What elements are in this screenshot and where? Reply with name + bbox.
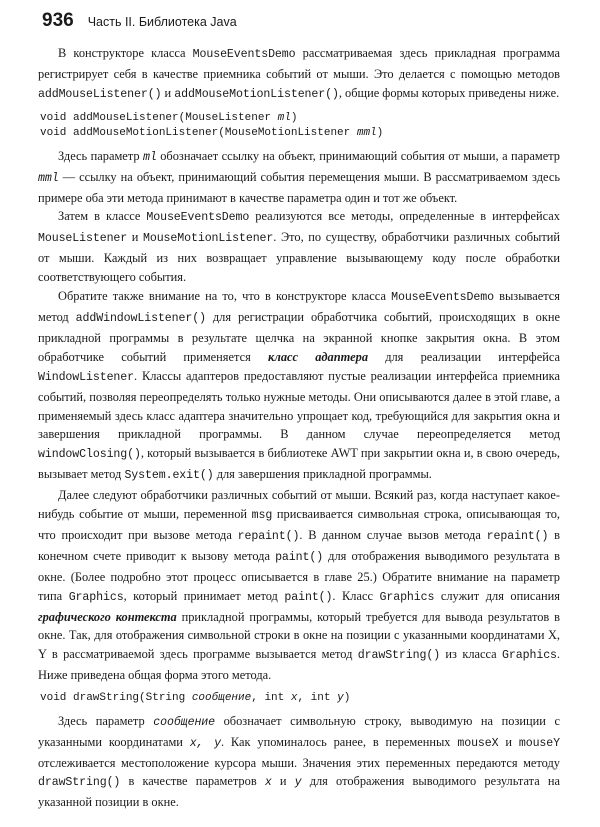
code-line: void addMouseListener(MouseListener ml) [40, 111, 298, 124]
paragraph-6: Здесь параметр сообщение обозначает символьную строку, выводимую на позиции с указанными координатами x, y. Как упоминалось ранее, в переменных mouseX и mouseY отслеживается местоположение курсора мыши. Значения этих переменных передаются методу drawString() в качестве параметров x и y для отображения выводимого результата на указанной позиции в окне. [38, 713, 561, 810]
page-body [38, 44, 560, 812]
code-line: void drawString(String сообщение, int x, int y) [40, 692, 351, 705]
code-line: void addMouseMotionListener(MouseMotionListener mml) [40, 127, 384, 140]
running-head: Часть II. Библиотека Java [87, 15, 237, 29]
code-block-listeners [40, 111, 560, 142]
paragraph-3: Затем в классе MouseEventsDemo реализуются все методы, определенные в интерфейсах MouseListener и MouseMotionListener. Это, по существу, обработчики различных событий от мыши. Каждый из них возвращает управление вызывающему коду после обработки соответствующего события. [38, 209, 560, 285]
page-number: 936 [42, 10, 74, 31]
page-header [42, 10, 237, 32]
paragraph-1: В конструкторе класса MouseEventsDemo рассматриваемая здесь прикладная программа регистрирует себя в качестве приемника событий от мыши. Это делается с помощью методов addMouseListener() и addMouseMotionListener(), общие формы которых приведены ниже. [38, 46, 560, 101]
paragraph-2: Здесь параметр ml обозначает ссылку на объект, принимающий события от мыши, а параметр mml — ссылку на объект, принимающий события перемещения мыши. В рассматриваемом здесь примере оба эти метода принимают в качестве параметра один и тот же объект. [38, 148, 560, 205]
paragraph-4: Обратите также внимание на то, что в конструкторе класса MouseEventsDemo вызывается метод addWindowListener() для регистрации обработчика событий, происходящих в окне прикладной программы в результате щелчка на экранной кнопке закрытия окна. В этом обработчике событий применяется класс адаптера для реализации интерфейса WindowListener. Классы адаптеров предоставляют пустые реализации интерфейса приемника событий, позволяя переопределять только нужные методы. Они описываются далее в этой главе, а применяемый здесь класс адаптера значительно упрощает код, требующийся для закрытия окна и завершения прикладной программы. В данном случае переопределяется метод windowClosing(), который вызывается в библиотеке AWT при закрытии окна и, в свою очередь, вызывает метод System.exit() для завершения прикладной программы. [38, 289, 560, 483]
code-block-drawstring [40, 691, 560, 707]
paragraph-5: Далее следуют обработчики различных событий от мыши. Всякий раз, когда наступает какое-нибудь событие от мыши, переменной msg присваивается символьная строка, описывающая то, что происходит при вызове метода repaint(). В данном случае вызов метода repaint() в конечном счете приводит к вызову метода paint() для отображения выводимого результата в окне. (Более подробно этот процесс описывается в главе 25.) Обратите внимание на параметр типа Graphics, который принимает метод paint(). Класс Graphics служит для описания графического контекста прикладной программы, который требуется для вывода результатов в окне. Так, для отображения символьной строки в окне на позиции с указанными координатами X, Y в рассматриваемой здесь программе вызывается метод drawString() из класса Graphics. Ниже приведена общая форма этого метода. [38, 488, 561, 683]
